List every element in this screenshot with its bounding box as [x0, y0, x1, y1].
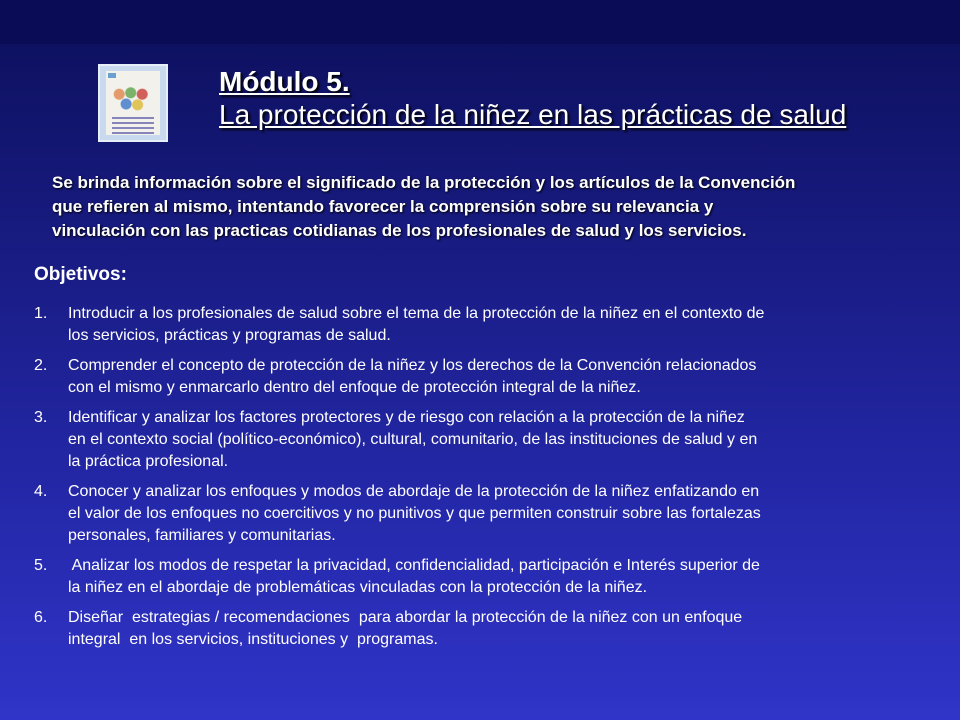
- intro-line: vinculación con las practicas cotidianas de los profesionales de salud y los servicios.: [52, 221, 747, 240]
- module-number-title: Módulo 5.: [219, 66, 350, 97]
- objective-text-line: en el contexto social (político-económico), cultural, comunitario, de las instituciones de salud y en: [68, 431, 758, 448]
- objectives-heading: Objetivos:: [34, 264, 127, 285]
- objective-item: [34, 303, 944, 347]
- objective-item: [34, 355, 944, 399]
- objective-text: [68, 555, 944, 599]
- module-title: La protección de la niñez en las prácticas de salud: [219, 99, 847, 130]
- intro-line: que refieren al mismo, intentando favorecer la comprensión sobre su relevancia y: [52, 197, 714, 216]
- objective-text-line: Comprender el concepto de protección de la niñez y los derechos de la Convención relacionados: [68, 357, 757, 374]
- objective-text-line: el valor de los enfoques no coercitivos y no punitivos y que permiten construir sobre las fortalezas: [68, 505, 761, 522]
- objective-item: [34, 607, 944, 651]
- objective-text-line: integral en los servicios, instituciones y programas.: [68, 631, 438, 648]
- objective-number: 4.: [34, 483, 48, 500]
- objective-item: [34, 407, 944, 473]
- children-illustration-icon: [110, 83, 156, 111]
- intro-line: Se brinda información sobre el significado de la protección y los artículos de la Convención: [52, 173, 796, 192]
- cover-logo-icon: [108, 73, 116, 78]
- cover-text-lines: [112, 117, 154, 135]
- objective-text-line: Analizar los modos de respetar la privacidad, confidencialidad, participación e Interés superior de: [68, 557, 760, 574]
- title-block: [219, 66, 846, 132]
- objective-text-line: con el mismo y enmarcarlo dentro del enfoque de protección integral de la niñez.: [68, 379, 641, 396]
- objective-text: [68, 355, 944, 399]
- objective-item: [34, 555, 944, 599]
- objective-text-line: personales, familiares y comunitarias.: [68, 527, 336, 544]
- intro-paragraph: [52, 171, 932, 243]
- objective-number: 3.: [34, 409, 48, 426]
- top-band: [0, 0, 960, 44]
- objective-text-line: Introducir a los profesionales de salud sobre el tema de la protección de la niñez en el contexto de: [68, 305, 765, 322]
- objective-number: 1.: [34, 305, 48, 322]
- objective-text-line: Diseñar estrategias / recomendaciones para abordar la protección de la niñez con un enfoque: [68, 609, 743, 626]
- objective-text: [68, 481, 944, 547]
- objective-text-line: Conocer y analizar los enfoques y modos de abordaje de la protección de la niñez enfatizando en: [68, 483, 760, 500]
- objective-number: 6.: [34, 609, 48, 626]
- objective-text-line: los servicios, prácticas y programas de salud.: [68, 327, 391, 344]
- objective-number: 2.: [34, 357, 48, 374]
- module-cover-thumbnail: [98, 64, 168, 142]
- objective-text-line: Identificar y analizar los factores protectores y de riesgo con relación a la protección de la niñez: [68, 409, 745, 426]
- objective-number: 5.: [34, 557, 48, 574]
- objective-text: [68, 607, 944, 651]
- objective-text-line: la práctica profesional.: [68, 453, 229, 470]
- objectives-list: [34, 303, 944, 659]
- cover-illustration: [106, 71, 160, 135]
- objective-text: [68, 303, 944, 347]
- objective-text-line: la niñez en el abordaje de problemáticas vinculadas con la protección de la niñez.: [68, 579, 648, 596]
- objective-item: [34, 481, 944, 547]
- objective-text: [68, 407, 944, 473]
